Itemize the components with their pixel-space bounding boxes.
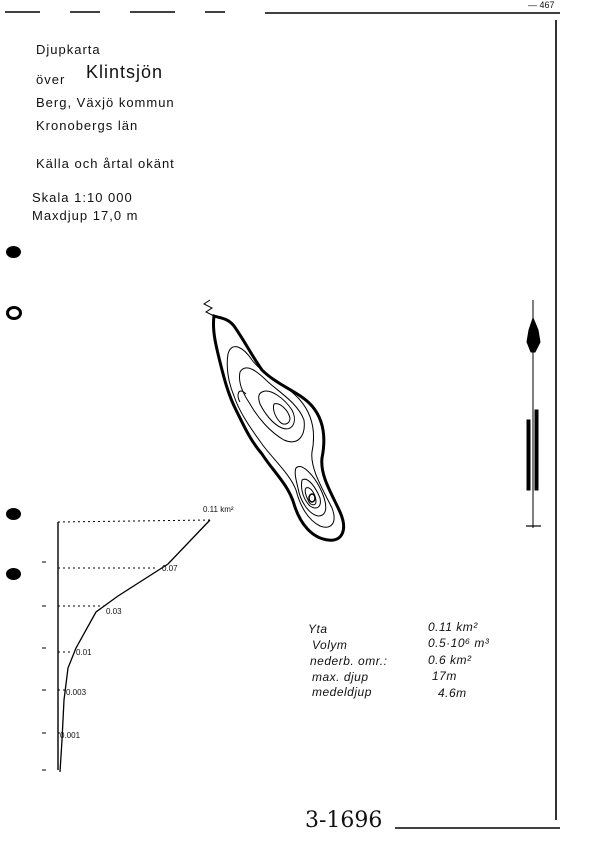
- map-title-prefix: över: [36, 72, 66, 87]
- maxdepth-text: Maxdjup 17,0 m: [32, 208, 139, 223]
- stat-value-area: 0.11 km²: [428, 620, 478, 634]
- stat-label-volume: Volym: [312, 638, 348, 652]
- map-title-line: Djupkarta: [36, 42, 101, 57]
- depth-profile-bar: [526, 300, 541, 528]
- curve-surface-line: [58, 520, 210, 522]
- stat-label-meandepth: medeldjup: [312, 685, 372, 699]
- stat-value-maxdepth: 17m: [432, 669, 457, 683]
- curve-area-label: 0.03: [106, 607, 122, 616]
- lake-name: Klintsjön: [86, 62, 164, 82]
- location-municipality: Berg, Växjö kommun: [36, 95, 175, 110]
- stat-value-catchment: 0.6 km²: [428, 653, 472, 667]
- top-corner-mark: — 467: [528, 0, 555, 10]
- curve-area-label: 0.11 km²: [203, 505, 234, 514]
- page-top-edge: [5, 12, 560, 13]
- stat-label-catchment: nederb. omr.:: [310, 654, 388, 668]
- curve-line: [60, 520, 210, 772]
- stat-value-volume: 0.5·10⁶ m³: [428, 636, 490, 650]
- curve-area-label: 0.003: [66, 688, 87, 697]
- scale-text: Skala 1:10 000: [32, 190, 133, 205]
- location-county: Kronobergs län: [36, 118, 139, 133]
- curve-area-label: 0.07: [162, 564, 178, 573]
- archive-code: 3-1696: [305, 808, 383, 833]
- curve-area-label: 0.01: [76, 648, 92, 657]
- stat-value-meandepth: 4.6m: [438, 686, 467, 700]
- curve-area-label: 0.001: [60, 731, 81, 740]
- stat-label-maxdepth: max. djup: [312, 670, 369, 684]
- depth-contours: [227, 347, 334, 528]
- stat-label-area: Yta: [308, 622, 328, 636]
- source-note: Källa och årtal okänt: [36, 156, 175, 171]
